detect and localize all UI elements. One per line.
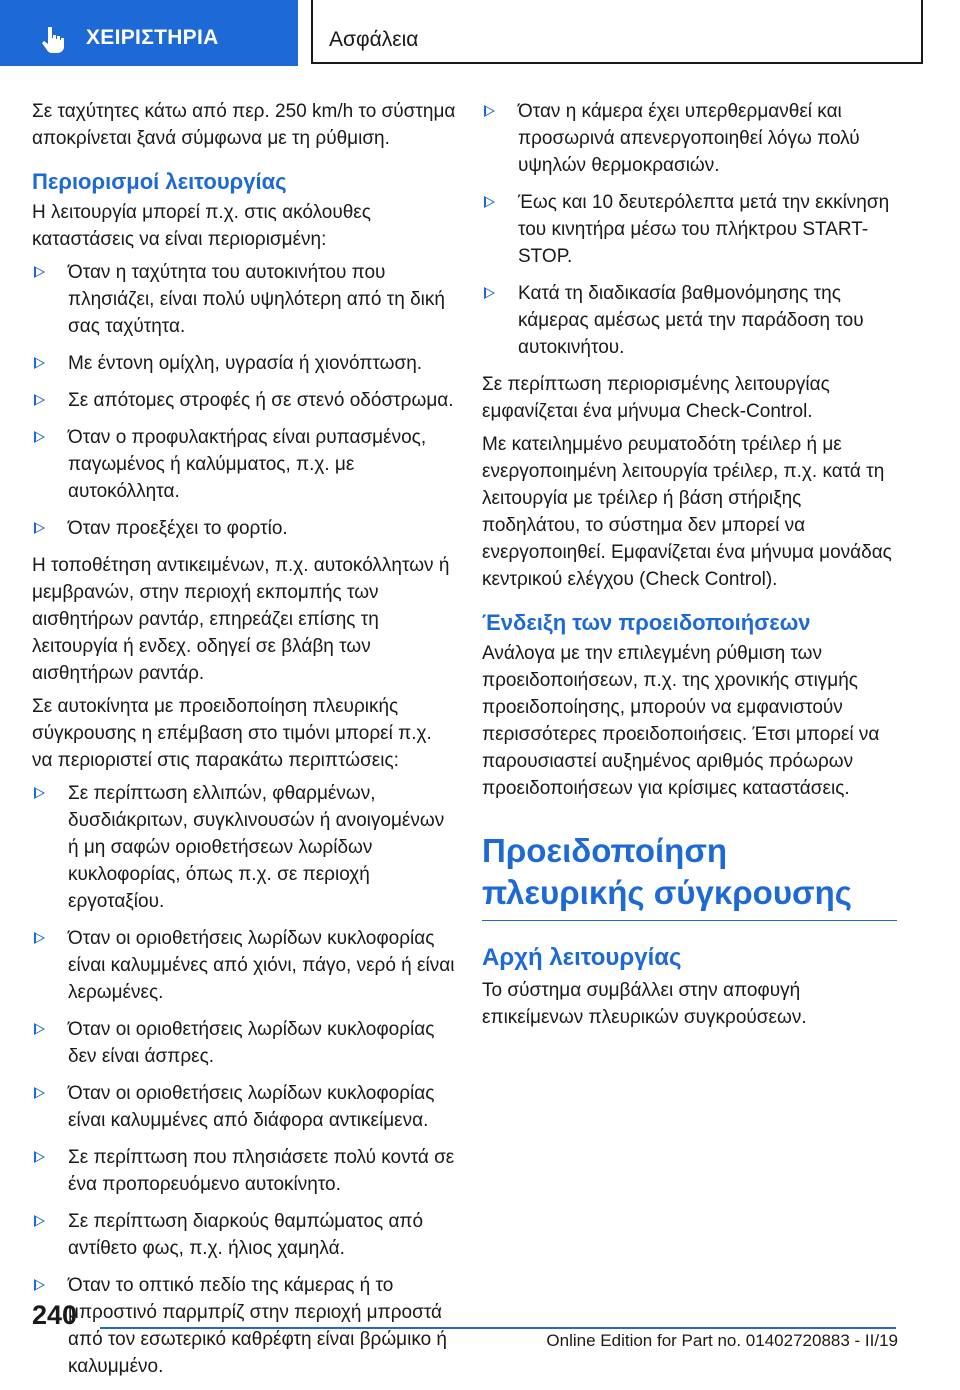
paragraph: Σε αυτοκίνητα με προειδοποίηση πλευρικής σύγκρουσης η επέμβαση στο τιμόνι μπορεί π.χ. να περιοριστεί στις παρακάτω περιπτώσεις: [32, 696, 432, 771]
triangle-bullet-icon [34, 1215, 45, 1227]
bullet-list [32, 780, 457, 1380]
triangle-bullet-icon [34, 1279, 45, 1291]
list-item: Σε περίπτωση διαρκούς θαμπώματος από αντίθετο φως, π.χ. ήλιος χαμηλά. [32, 1208, 457, 1262]
paragraph: Η λειτουργία μπορεί π.χ. στις ακόλουθες καταστάσεις να είναι περιορισμένη: [32, 202, 371, 250]
triangle-bullet-icon [34, 522, 45, 534]
page-header [0, 0, 960, 70]
triangle-bullet-icon [484, 196, 495, 208]
paragraph: Με κατειλημμένο ρευματοδότη τρέιλερ ή με ενεργοποιημένη λειτουργία τρέιλερ, π.χ. κατά τη λειτουργία με τρέιλερ ή βάση στήριξης ποδηλάτου, το σύστημα δεν μπορεί να ενεργοποιηθεί. Εμφανίζεται ένα μήνυμα μονάδας κεντρικού ελέγχου (Check Control). [482, 434, 892, 590]
triangle-bullet-icon [34, 1151, 45, 1163]
list-item: Όταν η κάμερα έχει υπερθερμανθεί και προσωρινά απενεργοποιηθεί λόγω πολύ υψηλών θερμοκρασιών. [482, 98, 897, 179]
list-item: Όταν η ταχύτητα του αυτοκινήτου που πλησιάζει, είναι πολύ υψηλότερη από τη δική σας ταχύτητα. [32, 259, 457, 340]
paragraph: Το σύστημα συμβάλλει στην αποφυγή επικείμενων πλευρικών συγκρούσεων. [482, 980, 807, 1028]
list-item: Όταν οι οριοθετήσεις λωρίδων κυκλοφορίας είναι καλυμμένες από χιόνι, πάγο, νερό ή είναι λερωμένες. [32, 925, 457, 1006]
heading-limits: Περιορισμοί λειτουργίας [32, 169, 287, 194]
heading-warnings: Ένδειξη των προειδοποιήσεων [482, 610, 811, 635]
edition-note: Online Edition for Part no. 01402720883 - II/19 [546, 1331, 898, 1350]
triangle-bullet-icon [484, 287, 495, 299]
list-item: Όταν προεξέχει το φορτίο. [32, 515, 457, 542]
triangle-bullet-icon [34, 932, 45, 944]
paragraph: Σε περίπτωση περιορισμένης λειτουργίας εμφανίζεται ένα μήνυμα Check-Control. [482, 374, 830, 422]
list-item: Όταν οι οριοθετήσεις λωρίδων κυκλοφορίας δεν είναι άσπρες. [32, 1016, 457, 1070]
list-item: Σε περίπτωση ελλιπών, φθαρμένων, δυσδιάκριτων, συγκλινουσών ή ανοιγομένων ή μη σαφών οριοθετήσεων λωρίδων κυκλοφορίας, όπως π.χ. σε περιοχή εργοταξίου. [32, 780, 457, 915]
section-title: Ασφάλεια [329, 28, 419, 51]
section-heading: Προειδοποίηση πλευρικής σύγκρουσης [482, 830, 897, 921]
footer-divider [100, 1327, 896, 1329]
hand-pointer-icon [38, 24, 68, 54]
list-item: Κατά τη διαδικασία βαθμονόμησης της κάμερας αμέσως μετά την παράδοση του αυτοκινήτου. [482, 280, 897, 361]
list-item: Σε απότομες στροφές ή σε στενό οδόστρωμα. [32, 387, 457, 414]
triangle-bullet-icon [34, 431, 45, 443]
triangle-bullet-icon [34, 357, 45, 369]
list-item: Σε περίπτωση που πλησιάσετε πολύ κοντά σε ένα προπορευόμενο αυτοκίνητο. [32, 1144, 457, 1198]
triangle-bullet-icon [484, 105, 495, 117]
chapter-tab[interactable] [0, 0, 298, 66]
paragraph: Ανάλογα με την επιλεγμένη ρύθμιση των προειδοποιήσεων, π.χ. της χρονικής στιγμής προειδοποίησης, μπορούν να εμφανιστούν περισσότερες προειδοποιήσεις. Έτσι μπορεί να παρουσιαστεί αυξημένος αριθμός πρόωρων προειδοποιήσεων για κρίσιμες καταστάσεις. [482, 643, 880, 799]
heading-principle: Αρχή λειτουργίας [482, 944, 682, 971]
section-header-box [311, 0, 923, 64]
triangle-bullet-icon [34, 1087, 45, 1099]
triangle-bullet-icon [34, 394, 45, 406]
list-item: Όταν ο προφυλακτήρας είναι ρυπασμένος, παγωμένος ή καλύμματος, π.χ. με αυτοκόλλητα. [32, 424, 457, 505]
list-item: Έως και 10 δευτερόλεπτα μετά την εκκίνηση του κινητήρα μέσω του πλήκτρου START-STOP. [482, 189, 897, 270]
list-item: Όταν το οπτικό πεδίο της κάμερας ή το μπροστινό παρμπρίζ στην περιοχή μπροστά από τον εσωτερικό καθρέφτη είναι βρώμικο ή καλυμμένο. [32, 1272, 457, 1380]
chapter-tab-label: ΧΕΙΡΙΣΤΗΡΙΑ [86, 26, 219, 49]
bullet-list [482, 98, 897, 361]
triangle-bullet-icon [34, 266, 45, 278]
page-number: 240 [32, 1300, 78, 1330]
triangle-bullet-icon [34, 787, 45, 799]
list-item: Με έντονη ομίχλη, υγρασία ή χιονόπτωση. [32, 350, 457, 377]
paragraph: Σε ταχύτητες κάτω από περ. 250 km/h το σύστημα αποκρίνεται ξανά σύμφωνα με τη ρύθμιση. [32, 101, 456, 149]
right-column [482, 98, 897, 1037]
list-item: Όταν οι οριοθετήσεις λωρίδων κυκλοφορίας είναι καλυμμένες από διάφορα αντικείμενα. [32, 1080, 457, 1134]
left-column [32, 98, 457, 1390]
bullet-list [32, 259, 457, 542]
paragraph: Η τοποθέτηση αντικειμένων, π.χ. αυτοκόλλητων ή μεμβρανών, στην περιοχή εκπομπής των αισθητήρων ραντάρ, επηρεάζει επίσης τη λειτουργία ή ενδεχ. οδηγεί σε βλάβη των αισθητήρων ραντάρ. [32, 555, 450, 684]
triangle-bullet-icon [34, 1023, 45, 1035]
